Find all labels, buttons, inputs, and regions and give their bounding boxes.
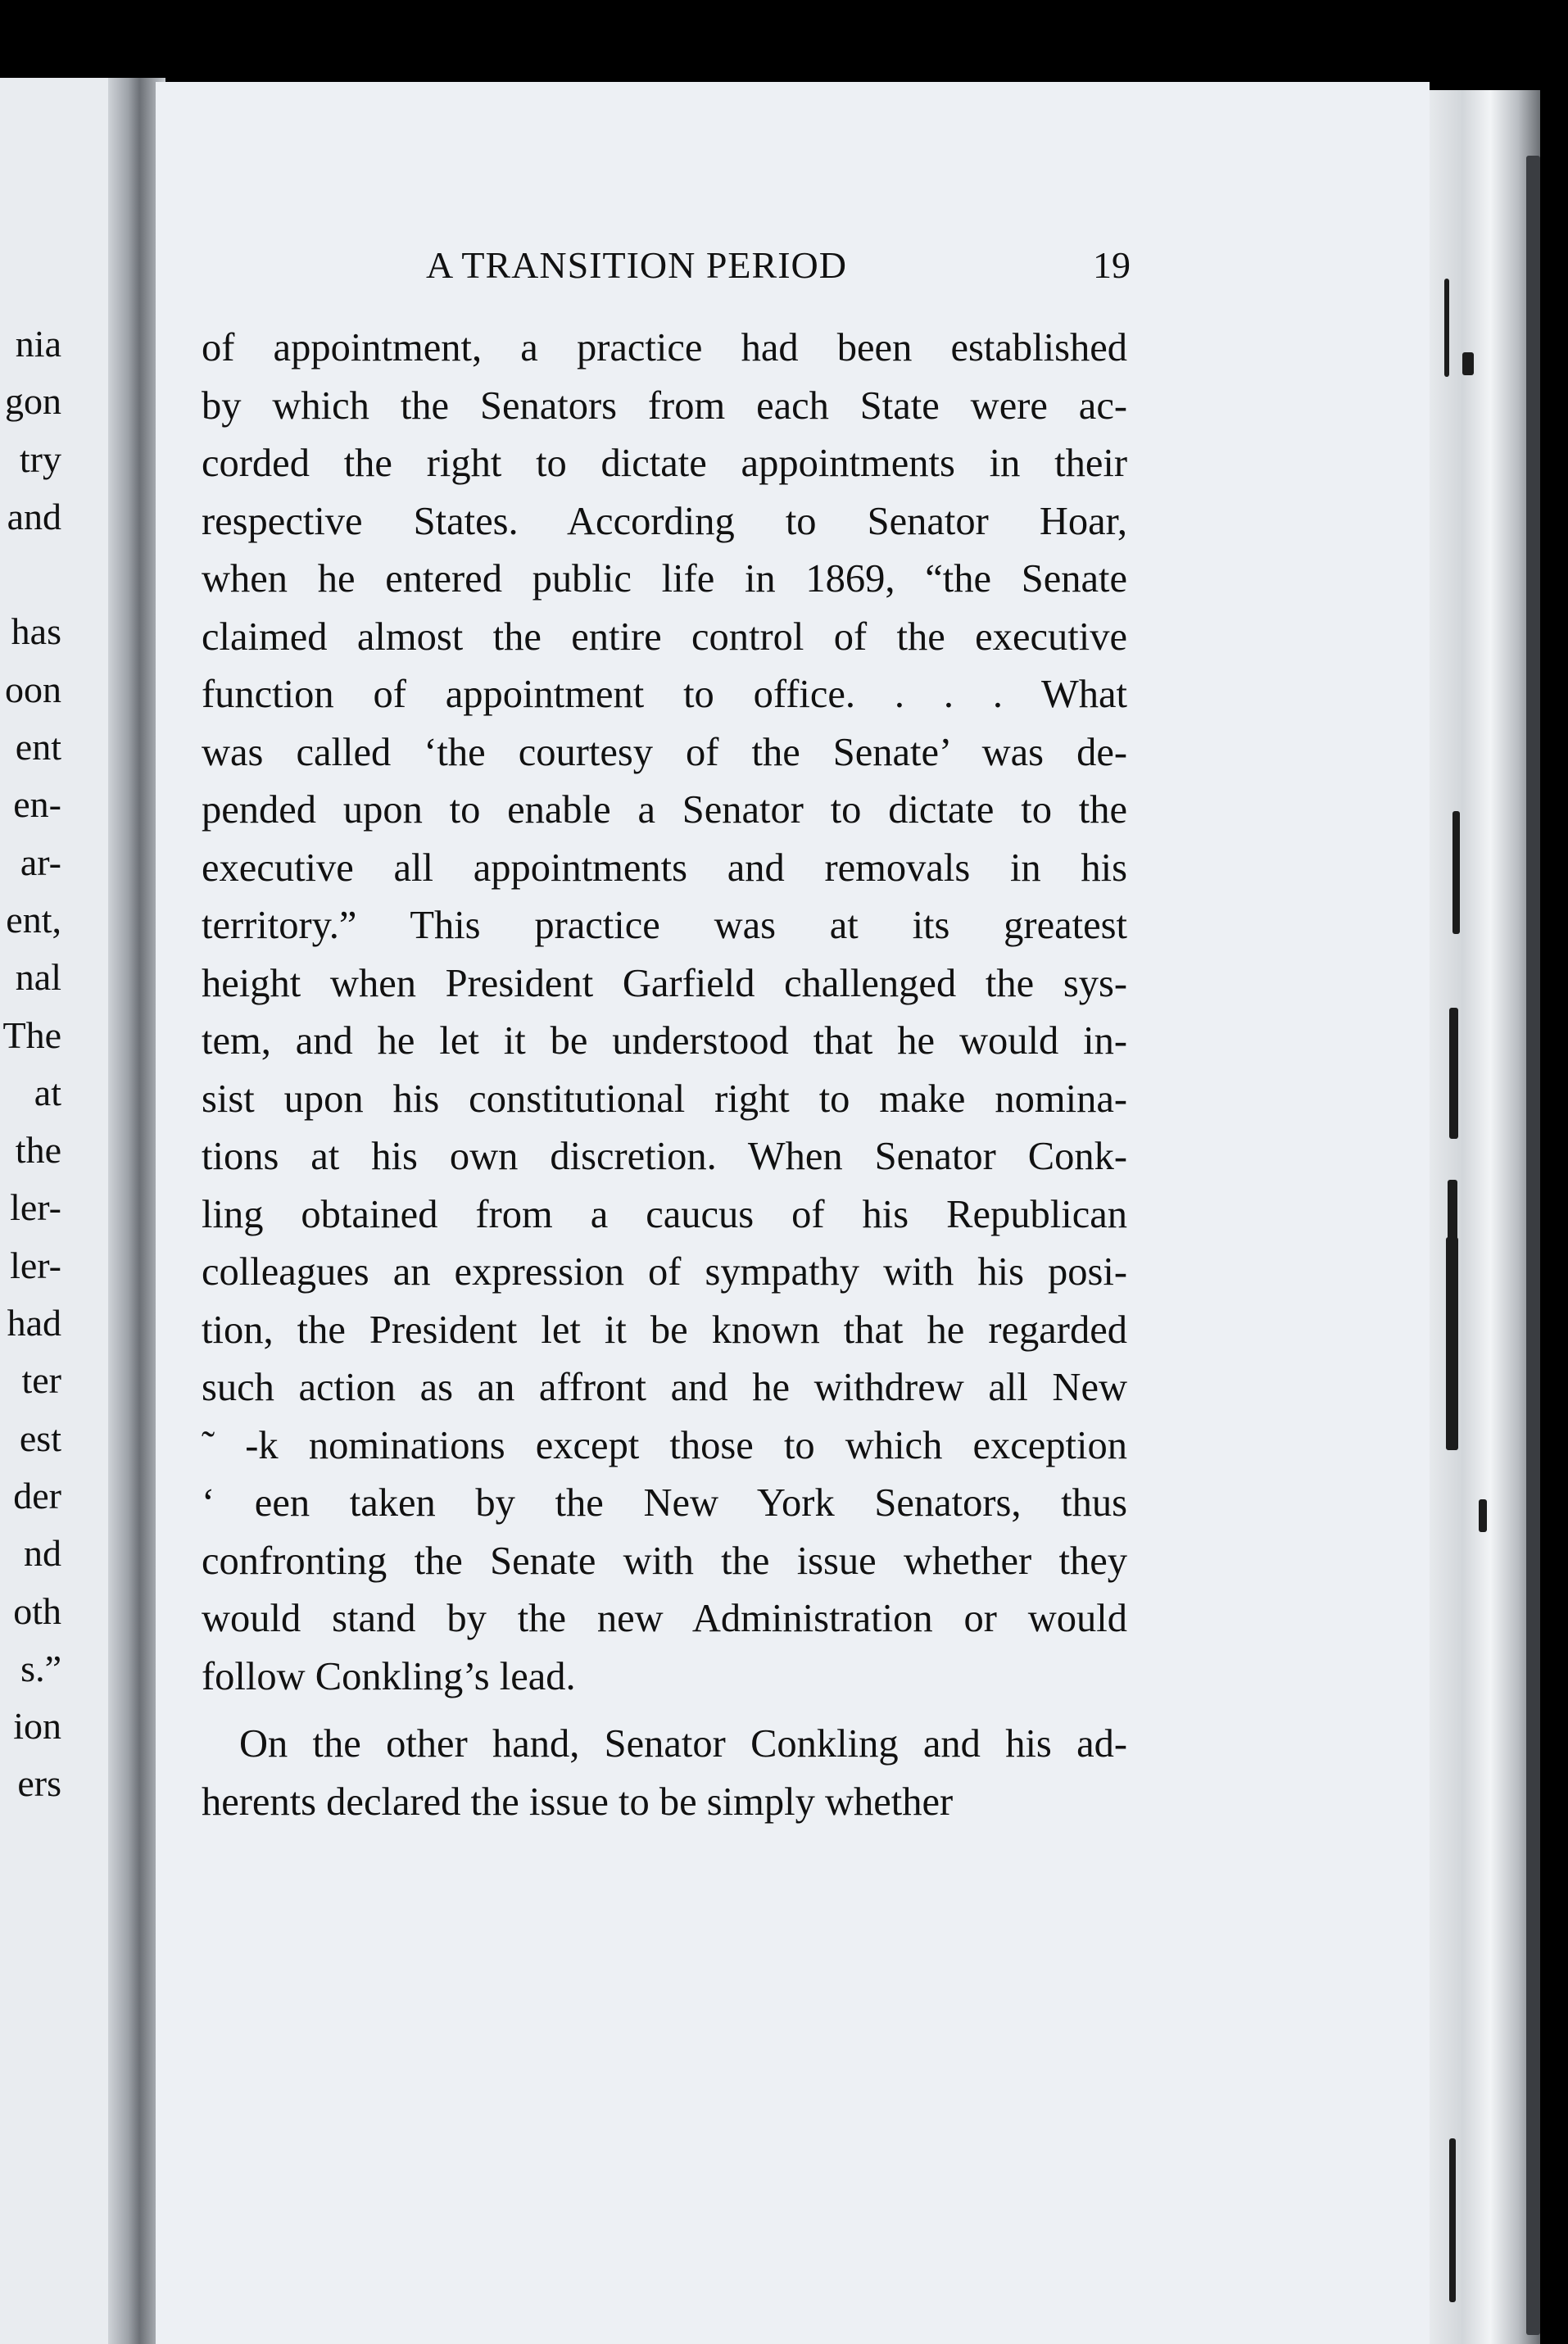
- paragraph: [202, 1716, 1127, 1831]
- text-line: was called ‘the courtesy of the Senate’ was de-: [202, 730, 1127, 774]
- text-line: claimed almost the entire control of the executive: [202, 614, 1127, 659]
- facing-page-fragment: try: [19, 438, 61, 480]
- edge-shadow: [1449, 2138, 1456, 2302]
- chapter-title: A TRANSITION PERIOD: [426, 244, 847, 286]
- text-line: tem, and he let it be understood that he would in-: [202, 1019, 1127, 1063]
- text-line: of appointment, a practice had been established: [202, 326, 1127, 370]
- facing-page-fragment: nal: [15, 956, 61, 999]
- facing-page-fragment: nd: [24, 1532, 61, 1575]
- edge-shadow: [1526, 156, 1540, 2335]
- text-line: colleagues an expression of sympathy with his posi-: [202, 1250, 1127, 1294]
- text-line: when he entered public life in 1869, “the Senate: [202, 557, 1127, 601]
- text-line: corded the right to dictate appointments in their: [202, 442, 1127, 485]
- facing-page-text: [0, 315, 61, 1813]
- text-line: ling obtained from a caucus of his Republican: [202, 1192, 1127, 1236]
- facing-page-fragment: oth: [13, 1589, 61, 1632]
- edge-shadow: [1449, 1008, 1458, 1139]
- facing-page-fragment: and: [7, 495, 61, 537]
- facing-page-fragment: ent: [15, 726, 61, 768]
- edge-shadow: [1452, 811, 1460, 934]
- text-line: tions at his own discretion. When Senator Conk-: [202, 1135, 1127, 1178]
- edge-shadow: [1479, 1499, 1487, 1532]
- running-head: [197, 243, 1131, 301]
- text-line: function of appointment to office. . . . What: [202, 673, 1127, 716]
- facing-page-fragment: ler-: [10, 1186, 61, 1229]
- facing-page-fragment: has: [11, 610, 61, 653]
- facing-page-fragment: ler-: [10, 1244, 61, 1286]
- text-line: territory.” This practice was at its greatest: [202, 904, 1127, 947]
- text-line: respective States. According to Senator Hoar,: [202, 499, 1127, 543]
- text-line: ˜ ‑k nominations except those to which exception: [202, 1423, 1127, 1467]
- body-text: [202, 320, 1127, 1831]
- facing-page-fragment: oon: [5, 668, 61, 710]
- text-line: pended upon to enable a Senator to dictate to the: [202, 788, 1127, 832]
- edge-shadow: [1444, 279, 1449, 377]
- facing-page-fragment: at: [34, 1071, 61, 1113]
- text-line: executive all appointments and removals in his: [202, 846, 1127, 890]
- facing-page-fragment: The: [2, 1013, 61, 1056]
- facing-page-fragment: ar-: [20, 841, 61, 883]
- text-line: tion, the President let it be known that he regarded: [202, 1308, 1127, 1352]
- text-line: height when President Garfield challenged the sys-: [202, 961, 1127, 1005]
- text-line: ‘ een taken by the New York Senators, thus: [202, 1481, 1127, 1525]
- facing-page-fragment: est: [19, 1417, 61, 1459]
- edge-shadow: [1446, 1237, 1458, 1450]
- facing-page-fragment: en-: [13, 783, 61, 826]
- facing-page-fragment: the: [15, 1129, 61, 1172]
- facing-page-fragment: had: [7, 1302, 61, 1344]
- facing-page-fragment: ers: [17, 1762, 61, 1805]
- text-line: herents declared the issue to be simply whether: [202, 1780, 954, 1824]
- facing-page-fragment: der: [13, 1474, 61, 1517]
- page-edge: [1430, 90, 1540, 2344]
- text-line: follow Conkling’s lead.: [202, 1654, 576, 1698]
- text-line: such action as an affront and he withdrew all New: [202, 1366, 1127, 1409]
- facing-page-fragment: gon: [5, 380, 61, 423]
- edge-shadow: [1462, 352, 1474, 375]
- facing-page-fragment: nia: [15, 323, 61, 365]
- text-line: would stand by the new Administration or would: [202, 1597, 1127, 1640]
- text-line: by which the Senators from each State were ac-: [202, 383, 1127, 428]
- text-line: sist upon his constitutional right to make nomina-: [202, 1077, 1127, 1121]
- text-line: confronting the Senate with the issue whether they: [202, 1539, 1127, 1583]
- facing-page-fragment: s.”: [20, 1647, 61, 1689]
- facing-page-fragment: [0, 546, 61, 603]
- text-line: On the other hand, Senator Conkling and his ad-: [239, 1722, 1127, 1766]
- paragraph-gap: [202, 1706, 1127, 1716]
- facing-page-fragment: ent,: [6, 898, 61, 941]
- facing-page-fragment: ter: [21, 1359, 61, 1402]
- paragraph: [202, 320, 1127, 1706]
- facing-page-fragment: ion: [13, 1705, 61, 1748]
- page-number: 19: [1093, 244, 1131, 286]
